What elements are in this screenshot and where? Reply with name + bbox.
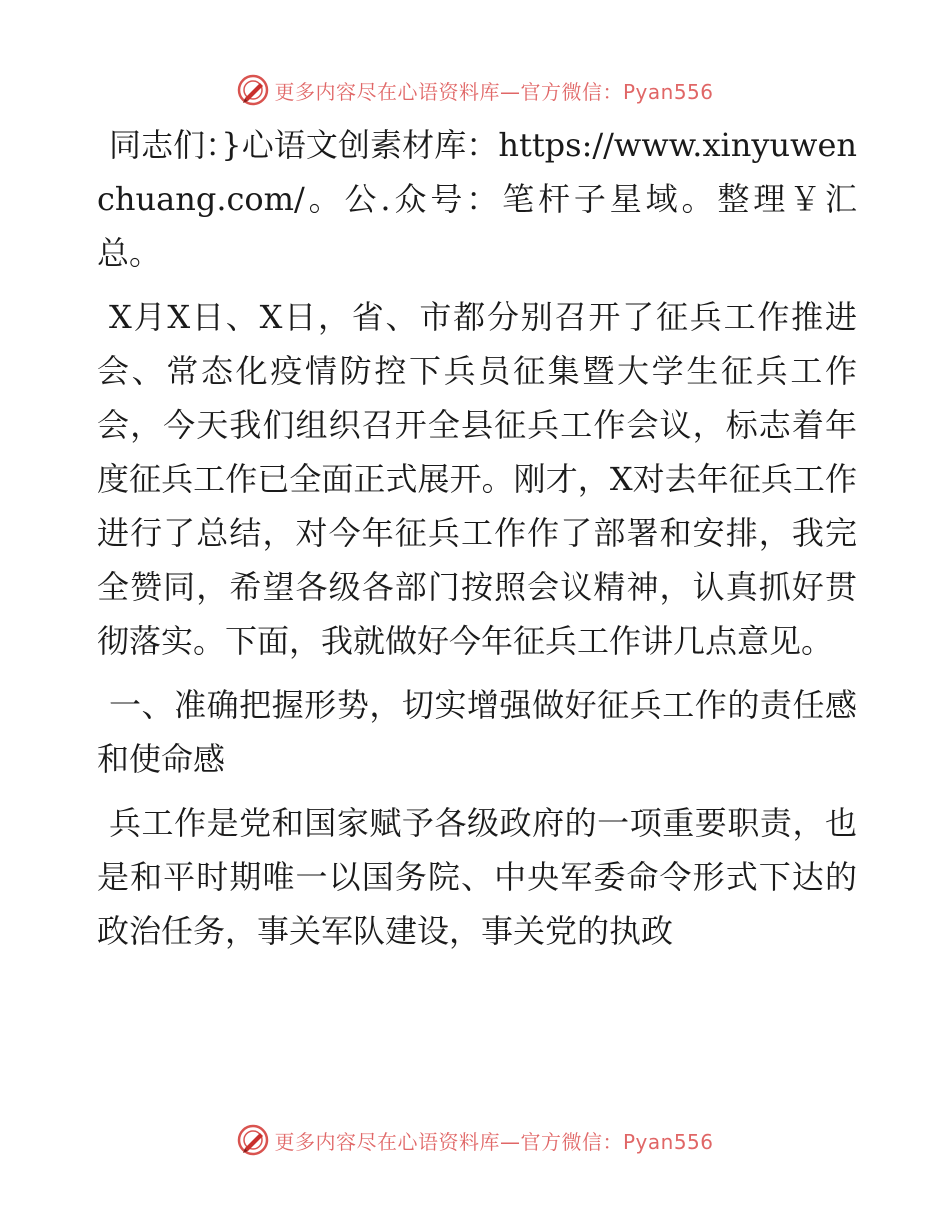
watermark-id: Pyan556 <box>622 79 714 104</box>
pen-seal-icon <box>236 1123 270 1157</box>
watermark-dash: — <box>499 79 521 104</box>
pen-seal-icon <box>236 73 270 107</box>
paragraph-section-1: 兵工作是党和国家赋予各级政府的一项重要职责，也是和平时期唯一以国务院、中央军委命令形式下达的政治任务，事关军队建设，事关党的执政 <box>97 804 857 950</box>
watermark-main: 更多内容尽在心语资料库 <box>274 1129 500 1154</box>
paragraph-greeting: 同志们：}心语文创素材库：https://www.xinyuwenchuang.com/。公.众号：笔杆子星域。整理￥汇总。 <box>97 126 857 272</box>
watermark-official: 官方微信： <box>520 1129 623 1154</box>
paragraph-intro: X月X日、X日，省、市都分别召开了征兵工作推进会、常态化疫情防控下兵员征集暨大学生征兵工作会，今天我们组织召开全县征兵工作会议，标志着年度征兵工作已全面正式展开。刚才，X对去年征兵工作进行了总结，对今年征兵工作作了部署和安排，我完全赞同，希望各级各部门按照会议精神，认真抓好贯彻落实。下面，我就做好今年征兵工作讲几点意见。 <box>97 298 857 660</box>
watermark-dash: — <box>499 1129 521 1154</box>
watermark-text <box>274 76 713 105</box>
watermark-banner-top <box>0 70 950 110</box>
watermark-official: 官方微信： <box>520 79 623 104</box>
watermark-id: Pyan556 <box>622 1129 714 1154</box>
document-body <box>97 118 857 968</box>
watermark-main: 更多内容尽在心语资料库 <box>274 79 500 104</box>
watermark-text <box>274 1126 713 1155</box>
section-heading-1: 一、准确把握形势，切实增强做好征兵工作的责任感和使命感 <box>97 686 857 778</box>
watermark-banner-bottom <box>0 1120 950 1160</box>
